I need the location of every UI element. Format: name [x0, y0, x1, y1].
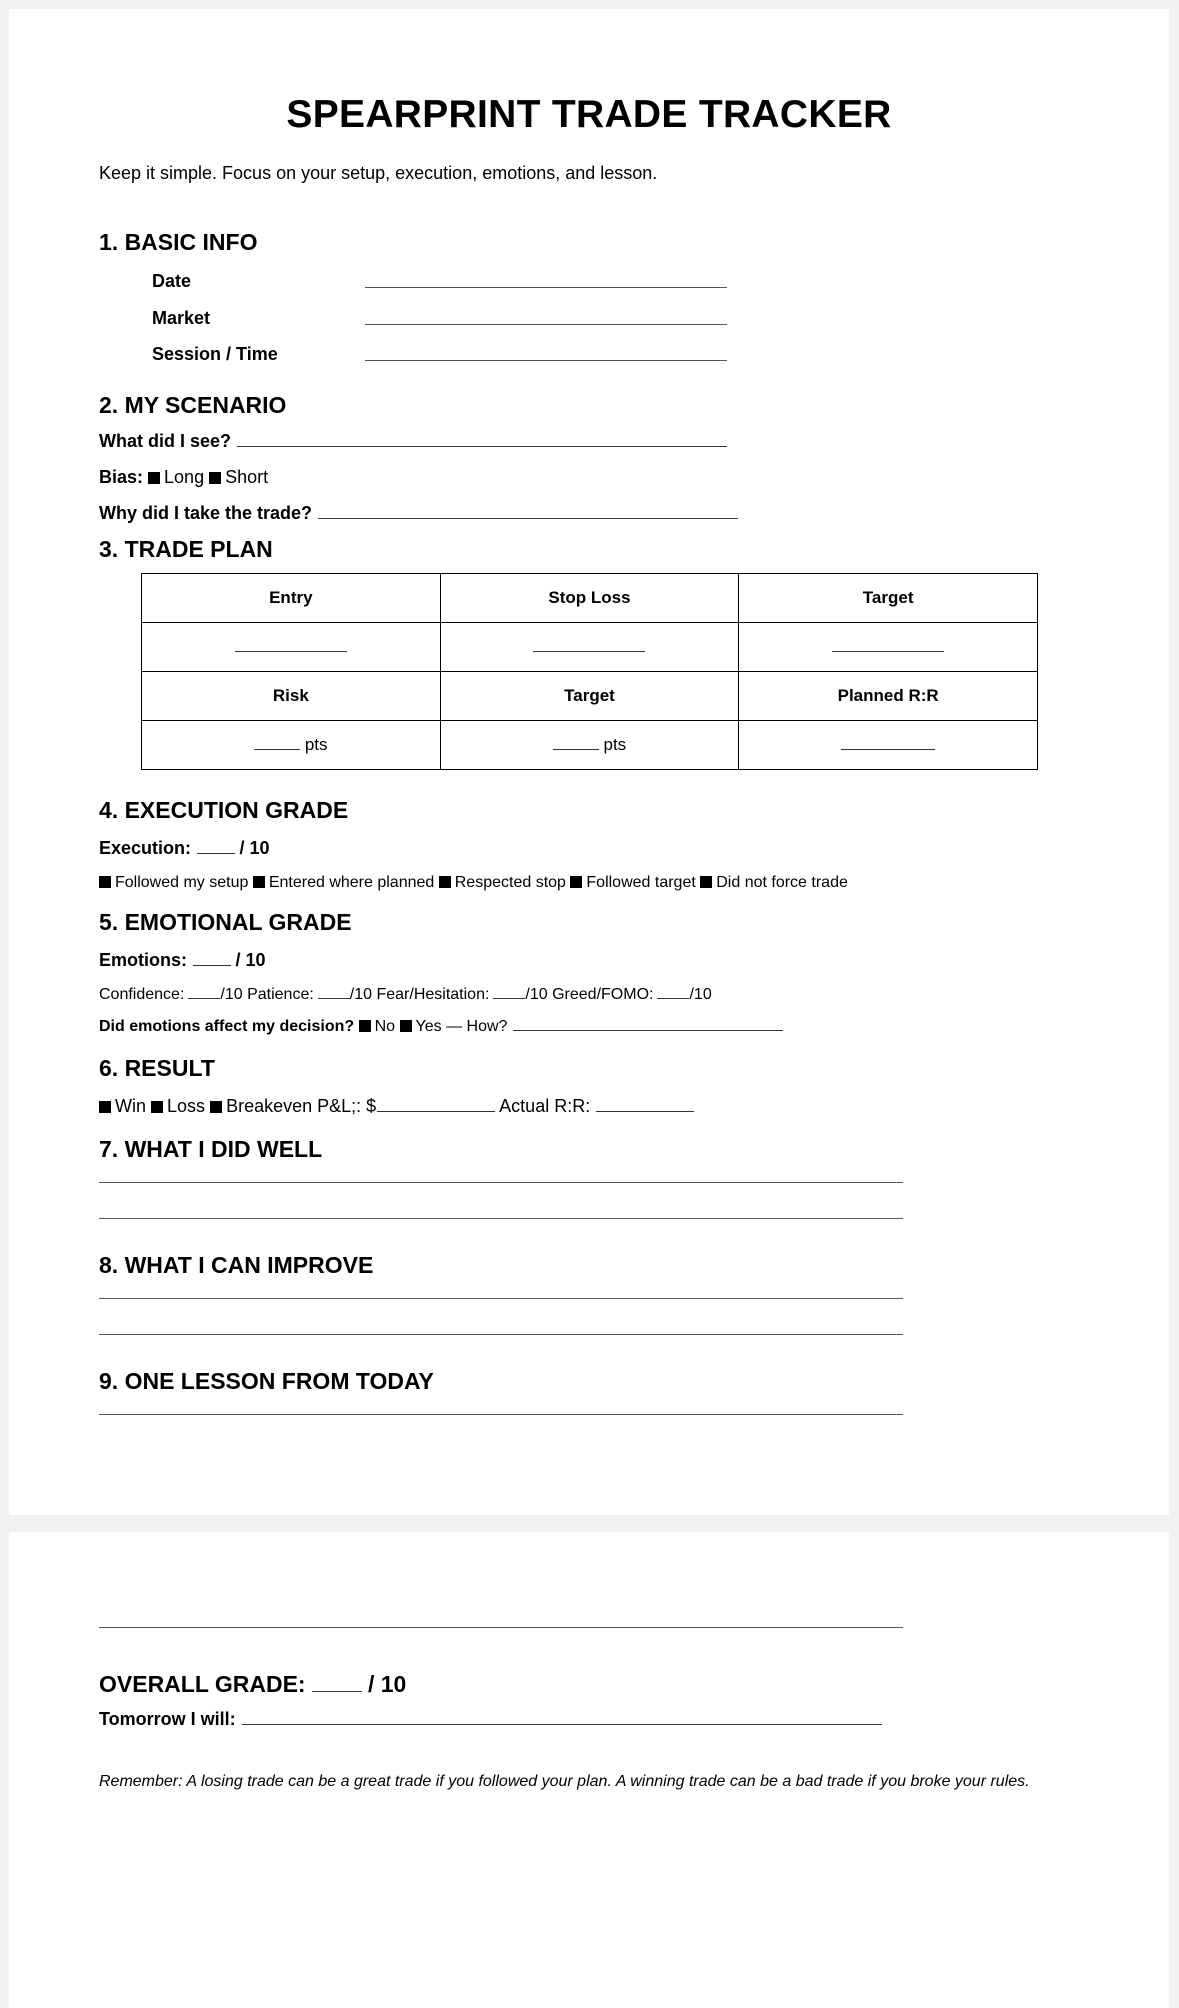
overall-grade-line[interactable] [312, 1690, 362, 1692]
improve-line-2[interactable] [99, 1334, 903, 1335]
how-line[interactable] [513, 1029, 783, 1031]
field-label-date: Date [152, 271, 192, 291]
greed-label: /10 Greed/FOMO: [525, 986, 654, 1003]
emotions-suffix: / 10 [235, 950, 266, 970]
section-heading-execution: 4. EXECUTION GRADE [99, 797, 349, 823]
target-header-2: Target [440, 672, 739, 721]
section-heading-lesson: 9. ONE LESSON FROM TODAY [99, 1368, 434, 1394]
execution-suffix: / 10 [239, 838, 270, 858]
why-row [99, 503, 738, 524]
section-heading-basic-info: 1. BASIC INFO [99, 229, 258, 255]
execution-checklist [99, 874, 848, 892]
checkbox-followed-target[interactable] [570, 876, 582, 888]
table-row [142, 574, 1038, 623]
section-heading-trade-plan: 3. TRADE PLAN [99, 536, 273, 562]
greed-line[interactable] [657, 997, 689, 999]
overall-grade-label: OVERALL GRADE: [99, 1671, 306, 1697]
checkbox-respected-stop[interactable] [439, 876, 451, 888]
stop-loss-header: Stop Loss [440, 574, 739, 623]
emotions-score-line[interactable] [193, 964, 231, 966]
affect-label: Did emotions affect my decision? [99, 1018, 355, 1035]
actual-rr-label: Actual R:R: [499, 1096, 591, 1116]
entry-cell[interactable] [142, 623, 441, 672]
confidence-line[interactable] [188, 997, 220, 999]
tomorrow-row [99, 1709, 882, 1730]
fear-line[interactable] [493, 997, 525, 999]
lesson-line-2[interactable] [99, 1627, 903, 1628]
execution-score-line[interactable] [197, 852, 235, 854]
document-page-1 [9, 9, 1169, 1515]
target-pts-cell[interactable] [440, 721, 739, 770]
did-well-line-1[interactable] [99, 1182, 903, 1183]
emotion-breakdown-row [99, 986, 712, 1004]
actual-rr-line[interactable] [596, 1110, 694, 1112]
win-label: Win [115, 1096, 146, 1116]
emotions-label: Emotions: [99, 950, 187, 970]
planned-rr-header: Planned R:R [739, 672, 1038, 721]
result-row [99, 1096, 694, 1117]
remember-note: Remember: A losing trade can be a great trade if you followed your plan. A winning trade can be a bad trade if you broke your rules. [99, 1773, 1030, 1790]
section-heading-result: 6. RESULT [99, 1055, 215, 1081]
what-did-i-see-label: What did I see? [99, 431, 232, 451]
pnl-line[interactable] [377, 1110, 495, 1112]
loss-label: Loss [167, 1096, 206, 1116]
what-did-i-see-row [99, 431, 727, 452]
check-label: Followed my setup [115, 874, 249, 891]
tomorrow-label: Tomorrow I will: [99, 1709, 236, 1729]
page-subtitle: Keep it simple. Focus on your setup, execution, emotions, and lesson. [99, 163, 658, 183]
checkbox-entered-planned[interactable] [253, 876, 265, 888]
greed-suffix: /10 [689, 986, 712, 1003]
overall-grade-row [99, 1671, 406, 1698]
target-cell[interactable] [739, 623, 1038, 672]
fear-label: /10 Fear/Hesitation: [349, 986, 490, 1003]
check-label: Entered where planned [268, 874, 435, 891]
breakeven-label: Breakeven P&L;: $ [226, 1096, 377, 1116]
check-label: Respected stop [454, 874, 566, 891]
check-label: Did not force trade [716, 874, 848, 891]
target-pts-label: pts [603, 735, 627, 754]
improve-line-1[interactable] [99, 1298, 903, 1299]
trade-plan-table [141, 573, 1038, 770]
risk-cell[interactable] [142, 721, 441, 770]
table-row [142, 672, 1038, 721]
target-header: Target [739, 574, 1038, 623]
checkbox-not-force[interactable] [700, 876, 712, 888]
bias-label: Bias: [99, 467, 144, 487]
table-row [142, 721, 1038, 770]
checkbox-followed-setup[interactable] [99, 876, 111, 888]
checkbox-no[interactable] [359, 1020, 371, 1032]
risk-pts-label: pts [304, 735, 328, 754]
checkbox-short[interactable] [209, 472, 221, 484]
bias-long-label: Long [164, 467, 205, 487]
yes-how-label: Yes — How? [415, 1018, 508, 1035]
date-line[interactable] [365, 287, 727, 288]
why-line[interactable] [318, 517, 738, 519]
lesson-line-1[interactable] [99, 1414, 903, 1415]
field-label-session: Session / Time [152, 344, 278, 364]
section-heading-scenario: 2. MY SCENARIO [99, 392, 287, 418]
what-did-i-see-line[interactable] [237, 445, 727, 447]
why-label: Why did I take the trade? [99, 503, 313, 523]
patience-line[interactable] [318, 997, 350, 999]
execution-label: Execution: [99, 838, 192, 858]
overall-grade-suffix: / 10 [367, 1671, 407, 1697]
checkbox-yes[interactable] [400, 1020, 412, 1032]
planned-rr-cell[interactable] [739, 721, 1038, 770]
confidence-label: Confidence: [99, 986, 185, 1003]
bias-row [99, 467, 268, 488]
page-title: SPEARPRINT TRADE TRACKER [286, 93, 892, 136]
session-line[interactable] [365, 360, 727, 361]
document-page-2 [9, 1532, 1169, 2008]
risk-header: Risk [142, 672, 441, 721]
bias-short-label: Short [225, 467, 269, 487]
patience-label: /10 Patience: [220, 986, 314, 1003]
checkbox-loss[interactable] [151, 1101, 163, 1113]
execution-score-row [99, 838, 270, 859]
checkbox-win[interactable] [99, 1101, 111, 1113]
stop-loss-cell[interactable] [440, 623, 739, 672]
tomorrow-line[interactable] [242, 1723, 882, 1725]
section-heading-did-well: 7. WHAT I DID WELL [99, 1136, 323, 1162]
section-heading-emotional: 5. EMOTIONAL GRADE [99, 909, 352, 935]
field-label-market: Market [152, 308, 211, 328]
checkbox-breakeven[interactable] [210, 1101, 222, 1113]
no-label: No [374, 1018, 396, 1035]
market-line[interactable] [365, 324, 727, 325]
did-well-line-2[interactable] [99, 1218, 903, 1219]
entry-header: Entry [142, 574, 441, 623]
emotions-score-row [99, 950, 265, 971]
table-row [142, 623, 1038, 672]
check-label: Followed target [586, 874, 696, 891]
section-heading-improve: 8. WHAT I CAN IMPROVE [99, 1252, 374, 1278]
checkbox-long[interactable] [148, 472, 160, 484]
emotion-affect-row [99, 1018, 783, 1036]
